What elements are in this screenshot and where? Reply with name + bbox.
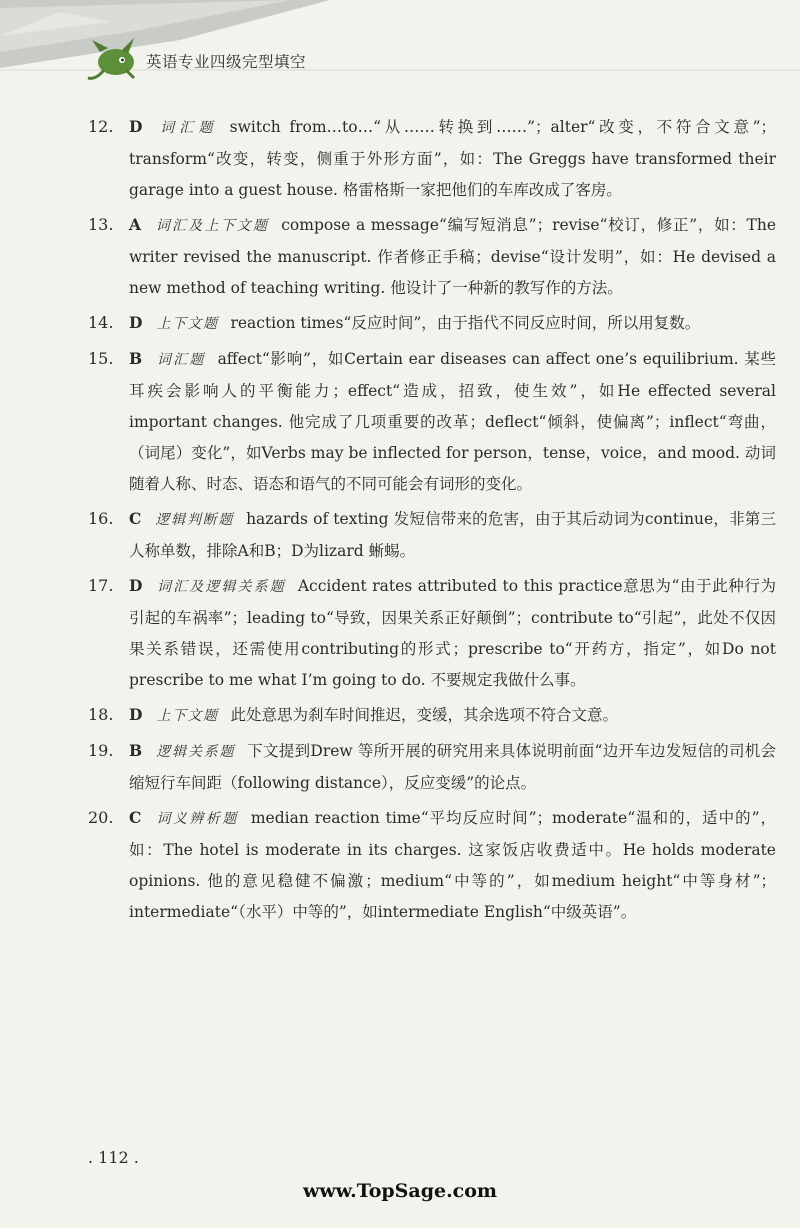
item-body bbox=[129, 111, 776, 206]
footer-site-link[interactable]: www.TopSage.com bbox=[302, 1180, 498, 1202]
answer-letter: D bbox=[129, 576, 143, 595]
explanation-text: switch from…to…“从……转换到……”；alter“改变，不符合文意”；transform“改变，转变，侧重于外形方面”，如：The Greggs have transformed their garage into a guest house. 格雷格斯一家把他们的车库改成了客房。 bbox=[129, 118, 776, 199]
answer-letter: B bbox=[129, 349, 143, 368]
question-category: 上下文题 bbox=[156, 316, 219, 332]
question-category: 词汇及上下文题 bbox=[155, 218, 270, 234]
explanation-text: affect“影响”，如Certain ear diseases can affect one’s equilibrium. 某些耳疾会影响人的平衡能力；effect“造成，招致，使生效”，如He effected several important changes. 他完成了几项重要的改革；deflect“倾斜，使偏离”；inflect“弯曲，（词尾）变化”，如Verbs may be inflected for person，tense，voice，and mood. 动词随着人称、时态、语态和语气的不同可能会有词形的变化。 bbox=[129, 350, 776, 493]
explanation-text: 下文提到Drew 等所开展的研究用来具体说明前面“边开车边发短信的司机会缩短行车间距（following distance），反应变缓”的论点。 bbox=[129, 742, 776, 792]
item-body bbox=[129, 699, 776, 732]
question-category: 词汇题 bbox=[156, 352, 206, 368]
list-item bbox=[88, 735, 776, 799]
item-number: 14. bbox=[88, 313, 114, 332]
question-category: 逻辑判断题 bbox=[155, 512, 235, 528]
question-category: 词汇题 bbox=[156, 120, 218, 136]
item-body bbox=[129, 503, 776, 567]
item-number: 17. bbox=[88, 576, 114, 595]
list-item bbox=[88, 343, 776, 500]
answer-letter: D bbox=[129, 705, 143, 724]
question-category: 逻辑关系题 bbox=[156, 744, 236, 760]
item-number: 13. bbox=[88, 215, 114, 234]
explanation-text: Accident rates attributed to this practice意思为“由于此种行为引起的车祸率”；leading to“导致，因果关系正好颠倒”；contribute to“引起”，此处不仅因果关系错误，还需使用contributing的形式；prescribe to“开药方，指定”，如Do not prescribe to me what I’m going to do. 不要规定我做什么事。 bbox=[129, 577, 777, 689]
answer-letter: D bbox=[129, 117, 143, 136]
item-body bbox=[129, 307, 776, 340]
item-number: 18. bbox=[88, 705, 114, 724]
item-body bbox=[129, 802, 776, 928]
explanation-text: hazards of texting 发短信带来的危害，由于其后动词为continue，非第三人称单数，排除A和B；D为lizard 蜥蜴。 bbox=[129, 510, 777, 560]
list-item bbox=[88, 307, 776, 340]
item-body bbox=[129, 735, 776, 799]
explanation-text: 此处意思为刹车时间推迟，变缓，其余选项不符合文意。 bbox=[230, 706, 618, 724]
list-item bbox=[88, 503, 776, 567]
question-category: 上下文题 bbox=[156, 708, 219, 724]
explanation-text: compose a message“编写短消息”；revise“校订，修正”，如：The writer revised the manuscript. 作者修正手稿；devise“设计发明”，如：He devised a new method of teaching writing. 他设计了一种新的教写作的方法。 bbox=[129, 216, 777, 297]
item-number: 15. bbox=[88, 349, 114, 368]
question-category: 词义辨析题 bbox=[155, 811, 239, 827]
explanation-text: reaction times“反应时间”，由于指代不同反应时间，所以用复数。 bbox=[230, 314, 701, 332]
question-category: 词汇及逻辑关系题 bbox=[156, 579, 286, 595]
answer-letter: C bbox=[129, 808, 142, 827]
item-number: 20. bbox=[88, 808, 114, 827]
item-number: 16. bbox=[88, 509, 114, 528]
list-item bbox=[88, 111, 776, 206]
list-item bbox=[88, 699, 776, 732]
item-body bbox=[129, 570, 776, 696]
answer-letter: C bbox=[129, 509, 142, 528]
answer-list bbox=[88, 111, 776, 931]
item-body bbox=[129, 343, 776, 500]
header-banner bbox=[0, 0, 800, 95]
answer-letter: A bbox=[129, 215, 142, 234]
item-number: 12. bbox=[88, 117, 114, 136]
item-body bbox=[129, 209, 776, 304]
page-number: . 112 . bbox=[88, 1148, 139, 1167]
list-item bbox=[88, 802, 776, 928]
header-title: 英语专业四级完型填空 bbox=[146, 53, 307, 71]
answer-letter: D bbox=[129, 313, 143, 332]
item-number: 19. bbox=[88, 741, 114, 760]
answer-letter: B bbox=[129, 741, 143, 760]
list-item bbox=[88, 209, 776, 304]
explanation-text: median reaction time“平均反应时间”；moderate“温和的，适中的”，如：The hotel is moderate in its charges. 这家饭店收费适中。He holds moderate opinions. 他的意见稳健不偏激；medium“中等的”，如medium height“中等身材”；intermediate“（水平）中等的”，如intermediate English“中级英语”。 bbox=[129, 809, 777, 921]
list-item bbox=[88, 570, 776, 696]
